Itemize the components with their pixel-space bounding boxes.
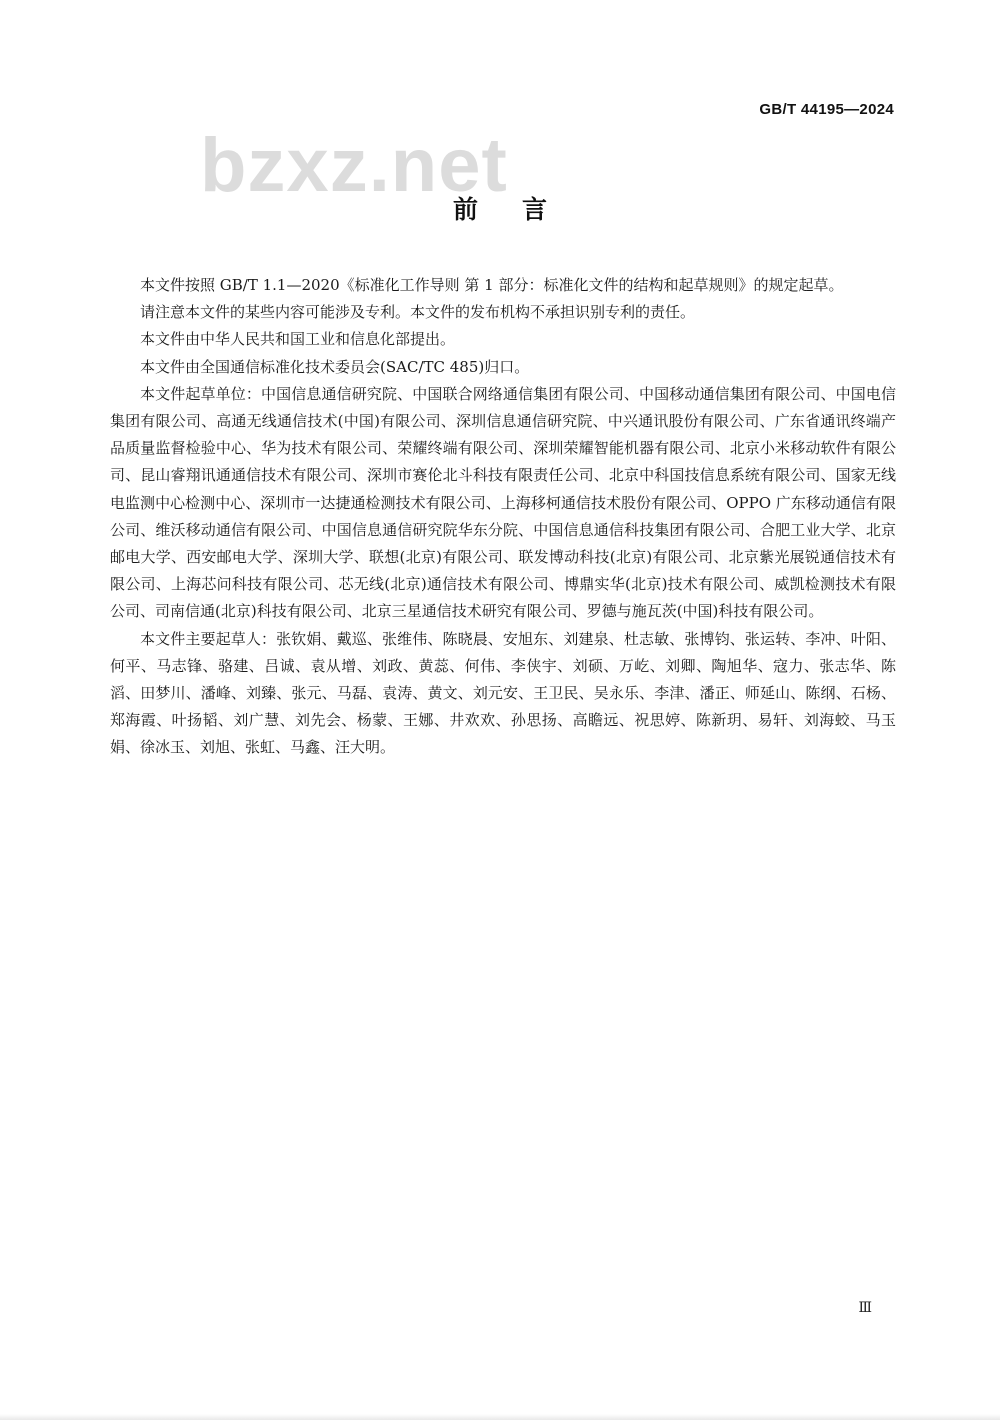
standard-number: GB/T 44195—2024 <box>759 101 894 118</box>
paragraph-proposer: 本文件由中华人民共和国工业和信息化部提出。 <box>140 330 456 349</box>
paragraph-patent-notice: 请注意本文件的某些内容可能涉及专利。本文件的发布机构不承担识别专利的责任。 <box>140 303 696 322</box>
page-title: 前言 <box>452 195 591 224</box>
paragraph-technical-committee: 本文件由全国通信标准化技术委员会(SAC/TC 485)归口。 <box>140 357 530 376</box>
paragraph-drafting-rules: 本文件按照 GB/T 1.1—2020《标准化工作导则 第 1 部分：标准化文件的结构和起草规则》的规定起草。 <box>140 276 844 294</box>
page-bottom-edge <box>0 1414 1000 1420</box>
watermark-text: bzxz.net <box>200 123 508 208</box>
paragraph-main-drafters: 本文件主要起草人：张钦娟、戴巡、张维伟、陈晓晨、安旭东、刘建泉、杜志敏、张博钧、张运转、李冲、叶阳、何平、马志锋、骆建、吕诚、袁从增、刘政、黄蕊、何伟、李侠宇、刘硕、万屹、刘卿、陶旭华、寇力、张志华、陈滔、田梦川、潘峰、刘臻、张元、马磊、袁涛、黄文、刘元安、王卫民、吴永乐、李津、潘正、师延山、陈纲、石杨、郑海霞、叶扬韬、刘广慧、刘先会、杨蒙、王娜、井欢欢、孙思扬、高瞻远、祝思婷、陈新玥、易轩、刘海蛟、马玉娟、徐冰玉、刘旭、张虹、马鑫、汪大明。 <box>110 629 896 757</box>
foreword-body <box>110 272 896 762</box>
page-number: Ⅲ <box>858 1300 872 1316</box>
paragraph-drafting-organizations: 本文件起草单位：中国信息通信研究院、中国联合网络通信集团有限公司、中国移动通信集团有限公司、中国电信集团有限公司、高通无线通信技术(中国)有限公司、深圳信息通信研究院、中兴通讯股份有限公司、广东省通讯终端产品质量监督检验中心、华为技术有限公司、荣耀终端有限公司、深圳荣耀智能机器有限公司、北京小米移动软件有限公司、昆山睿翔讯通通信技术有限公司、深圳市赛伦北斗科技有限责任公司、北京中科国技信息系统有限公司、国家无线电监测中心检测中心、深圳市一达捷通检测技术有限公司、上海移柯通信技术股份有限公司、OPPO 广东移动通信有限公司、维沃移动通信有限公司、中国信息通信研究院华东分院、中国信息通信科技集团有限公司、合肥工业大学、北京邮电大学、西安邮电大学、深圳大学、联想(北京)有限公司、联发博动科技(北京)有限公司、北京紫光展锐通信技术有限公司、上海芯问科技有限公司、芯无线(北京)通信技术有限公司、博鼎实华(北京)技术有限公司、威凯检测技术有限公司、司南信通(北京)科技有限公司、北京三星通信技术研究有限公司、罗德与施瓦茨(中国)科技有限公司。 <box>110 384 896 621</box>
